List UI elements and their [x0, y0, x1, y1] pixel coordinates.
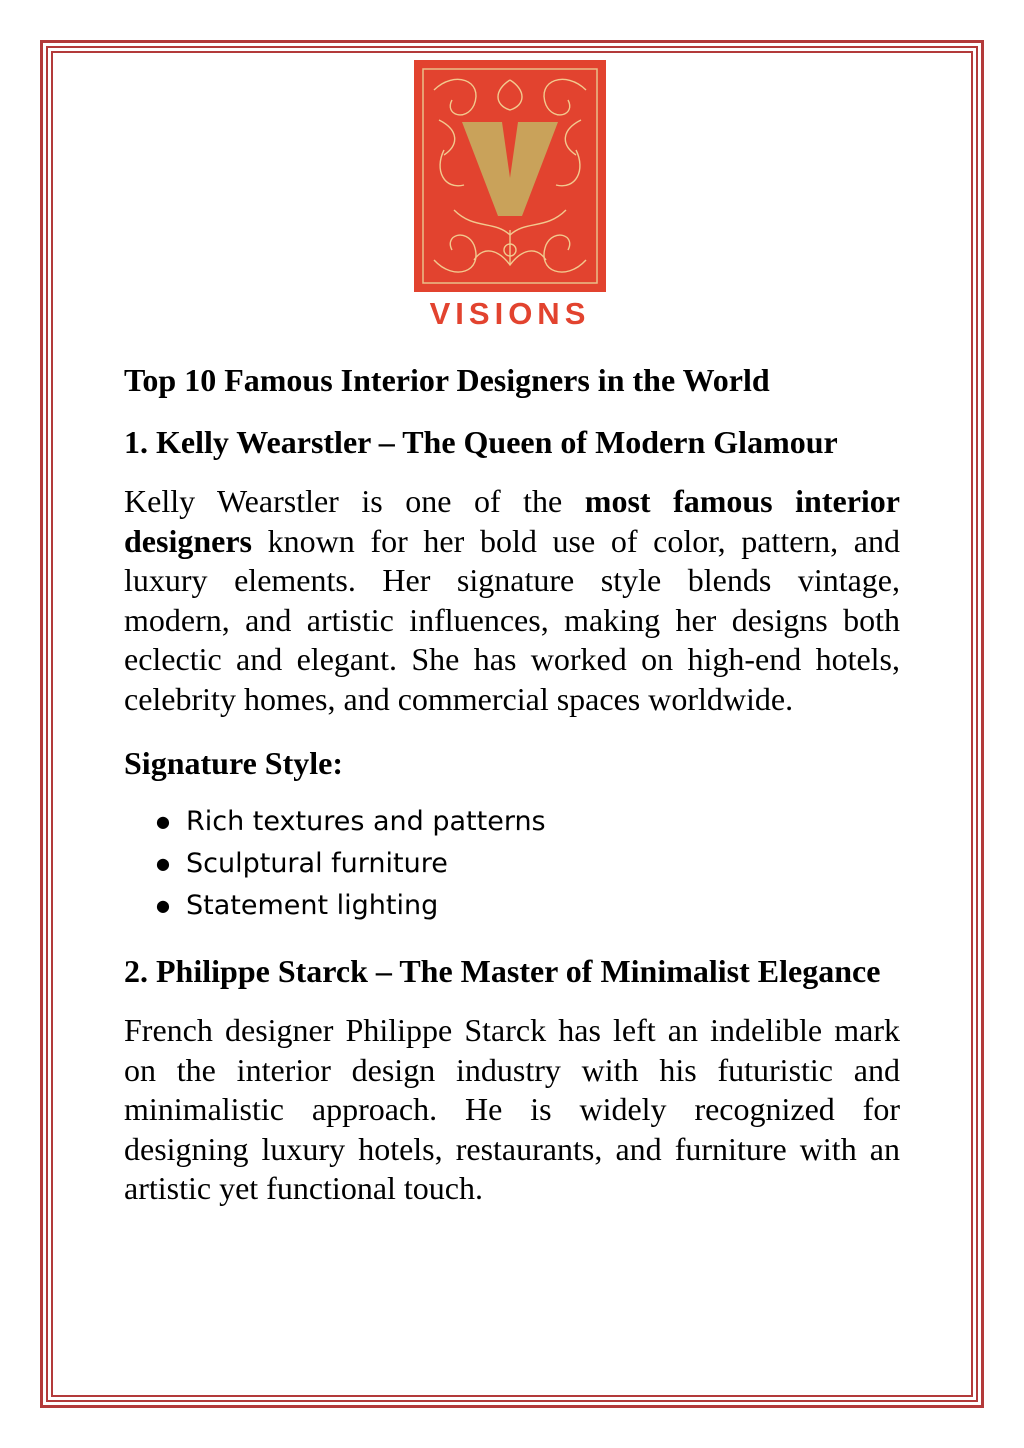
list-item-text: Sculptural furniture — [186, 848, 448, 879]
bullet-icon: ● — [156, 896, 170, 915]
bullet-icon: ● — [156, 812, 170, 831]
section-1-paragraph-bold: most famous interior designers — [124, 483, 901, 559]
logo-wordmark: VISIONS — [429, 296, 591, 331]
list-item — [124, 843, 900, 885]
signature-style-heading: Signature Style: — [124, 745, 343, 781]
document-title: Top 10 Famous Interior Designers in the World — [124, 362, 770, 398]
list-item — [124, 885, 900, 927]
document-body — [124, 360, 900, 1233]
bullet-icon: ● — [156, 854, 170, 873]
visions-logo — [414, 60, 606, 335]
section-1-heading: 1. Kelly Wearstler – The Queen of Modern Glamour — [124, 424, 838, 460]
list-item-text: Rich textures and patterns — [186, 806, 546, 837]
visions-logo-emblem — [414, 60, 606, 292]
section-1-paragraph-start: Kelly Wearstler is one of the — [124, 483, 585, 519]
section-2-paragraph: French designer Philippe Starck has left an indelible mark on the interior design industry with his futuristic and minimalistic approach. He is widely recognized for designing luxury hotels, restaurants, and furniture with an artistic yet functional touch. — [124, 1012, 900, 1206]
section-1-paragraph — [124, 482, 900, 719]
list-item-text: Statement lighting — [186, 890, 439, 921]
section-2-heading: 2. Philippe Starck – The Master of Minimalist Elegance — [124, 953, 881, 989]
list-item — [124, 801, 900, 843]
signature-style-list — [124, 801, 900, 927]
section-1-paragraph-end: known for her bold use of color, pattern, and luxury elements. Her signature style blends vintage, modern, and artistic influences, making her designs both eclectic and elegant. She has worked on high-end hotels, celebrity homes, and commercial spaces worldwide. — [124, 522, 900, 717]
